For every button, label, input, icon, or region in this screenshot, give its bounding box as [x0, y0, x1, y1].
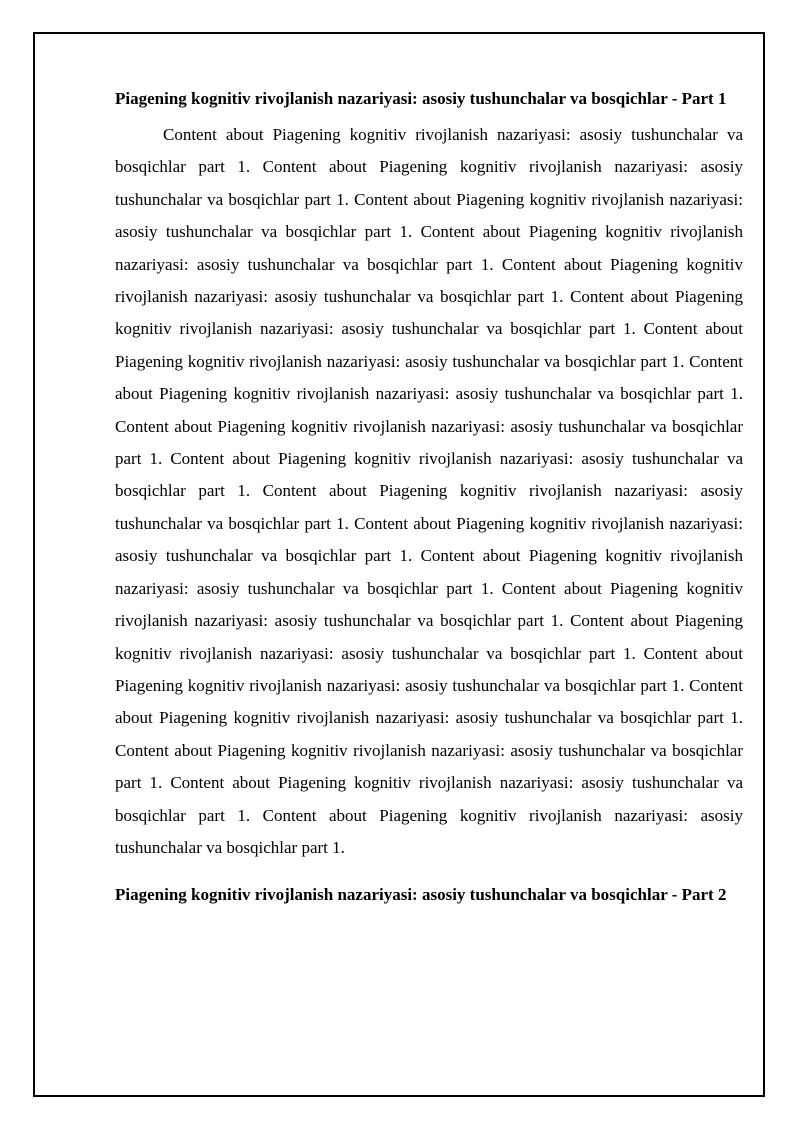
section-part-1 [115, 86, 743, 864]
section-part-2 [115, 882, 743, 907]
section-heading: Piagening kognitiv rivojlanish nazariyasi: asosiy tushunchalar va bosqichlar - Part 2 [115, 885, 727, 905]
section-heading: Piagening kognitiv rivojlanish nazariyasi: asosiy tushunchalar va bosqichlar - Part 1 [115, 89, 727, 108]
document-content [115, 86, 743, 907]
section-paragraph: Content about Piagening kognitiv rivojlanish nazariyasi: asosiy tushunchalar va bosqichlar part 1. Content about Piagening kognitiv rivojlanish nazariyasi: asosiy tushunchalar va bosqichlar part 1. Content about Piagening kognitiv rivojlanish nazariyasi: asosiy tushunchalar va bosqichlar part 1. Content about Piagening kognitiv rivojlanish nazariyasi: asosiy tushunchalar va bosqichlar part 1. Content about Piagening kognitiv rivojlanish nazariyasi: asosiy tushunchalar va bosqichlar part 1. Content about Piagening kognitiv rivojlanish nazariyasi: asosiy tushunchalar va bosqichlar part 1. Content about Piagening kognitiv rivojlanish nazariyasi: asosiy tushunchalar va bosqichlar part 1. Content about Piagening kognitiv rivojlanish nazariyasi: asosiy tushunchalar va bosqichlar part 1. Content about Piagening kognitiv rivojlanish nazariyasi: asosiy tushunchalar va bosqichlar part 1. Content about Piagening kognitiv rivojlanish nazariyasi: asosiy tushunchalar va bosqichlar part 1. Content about Piagening kognitiv rivojlanish nazariyasi: asosiy tushunchalar va bosqichlar part 1. Content about Piagening kognitiv rivojlanish nazariyasi: asosiy tushunchalar va bosqichlar part 1. Content about Piagening kognitiv rivojlanish nazariyasi: asosiy tushunchalar va bosqichlar part 1. Content about Piagening kognitiv rivojlanish nazariyasi: asosiy tushunchalar va bosqichlar part 1. Content about Piagening kognitiv rivojlanish nazariyasi: asosiy tushunchalar va bosqichlar part 1. Content about Piagening kognitiv rivojlanish nazariyasi: asosiy tushunchalar va bosqichlar part 1. Content about Piagening kognitiv rivojlanish nazariyasi: asosiy tushunchalar va bosqichlar part 1. Content about Piagening kognitiv rivojlanish nazariyasi: asosiy tushunchalar va bosqichlar part 1. Content about Piagening kognitiv rivojlanish nazariyasi: asosiy tushunchalar va bosqichlar part 1. Content about Piagening kognitiv rivojlanish nazariyasi: asosiy tushunchalar va bosqichlar part 1. [115, 125, 743, 857]
